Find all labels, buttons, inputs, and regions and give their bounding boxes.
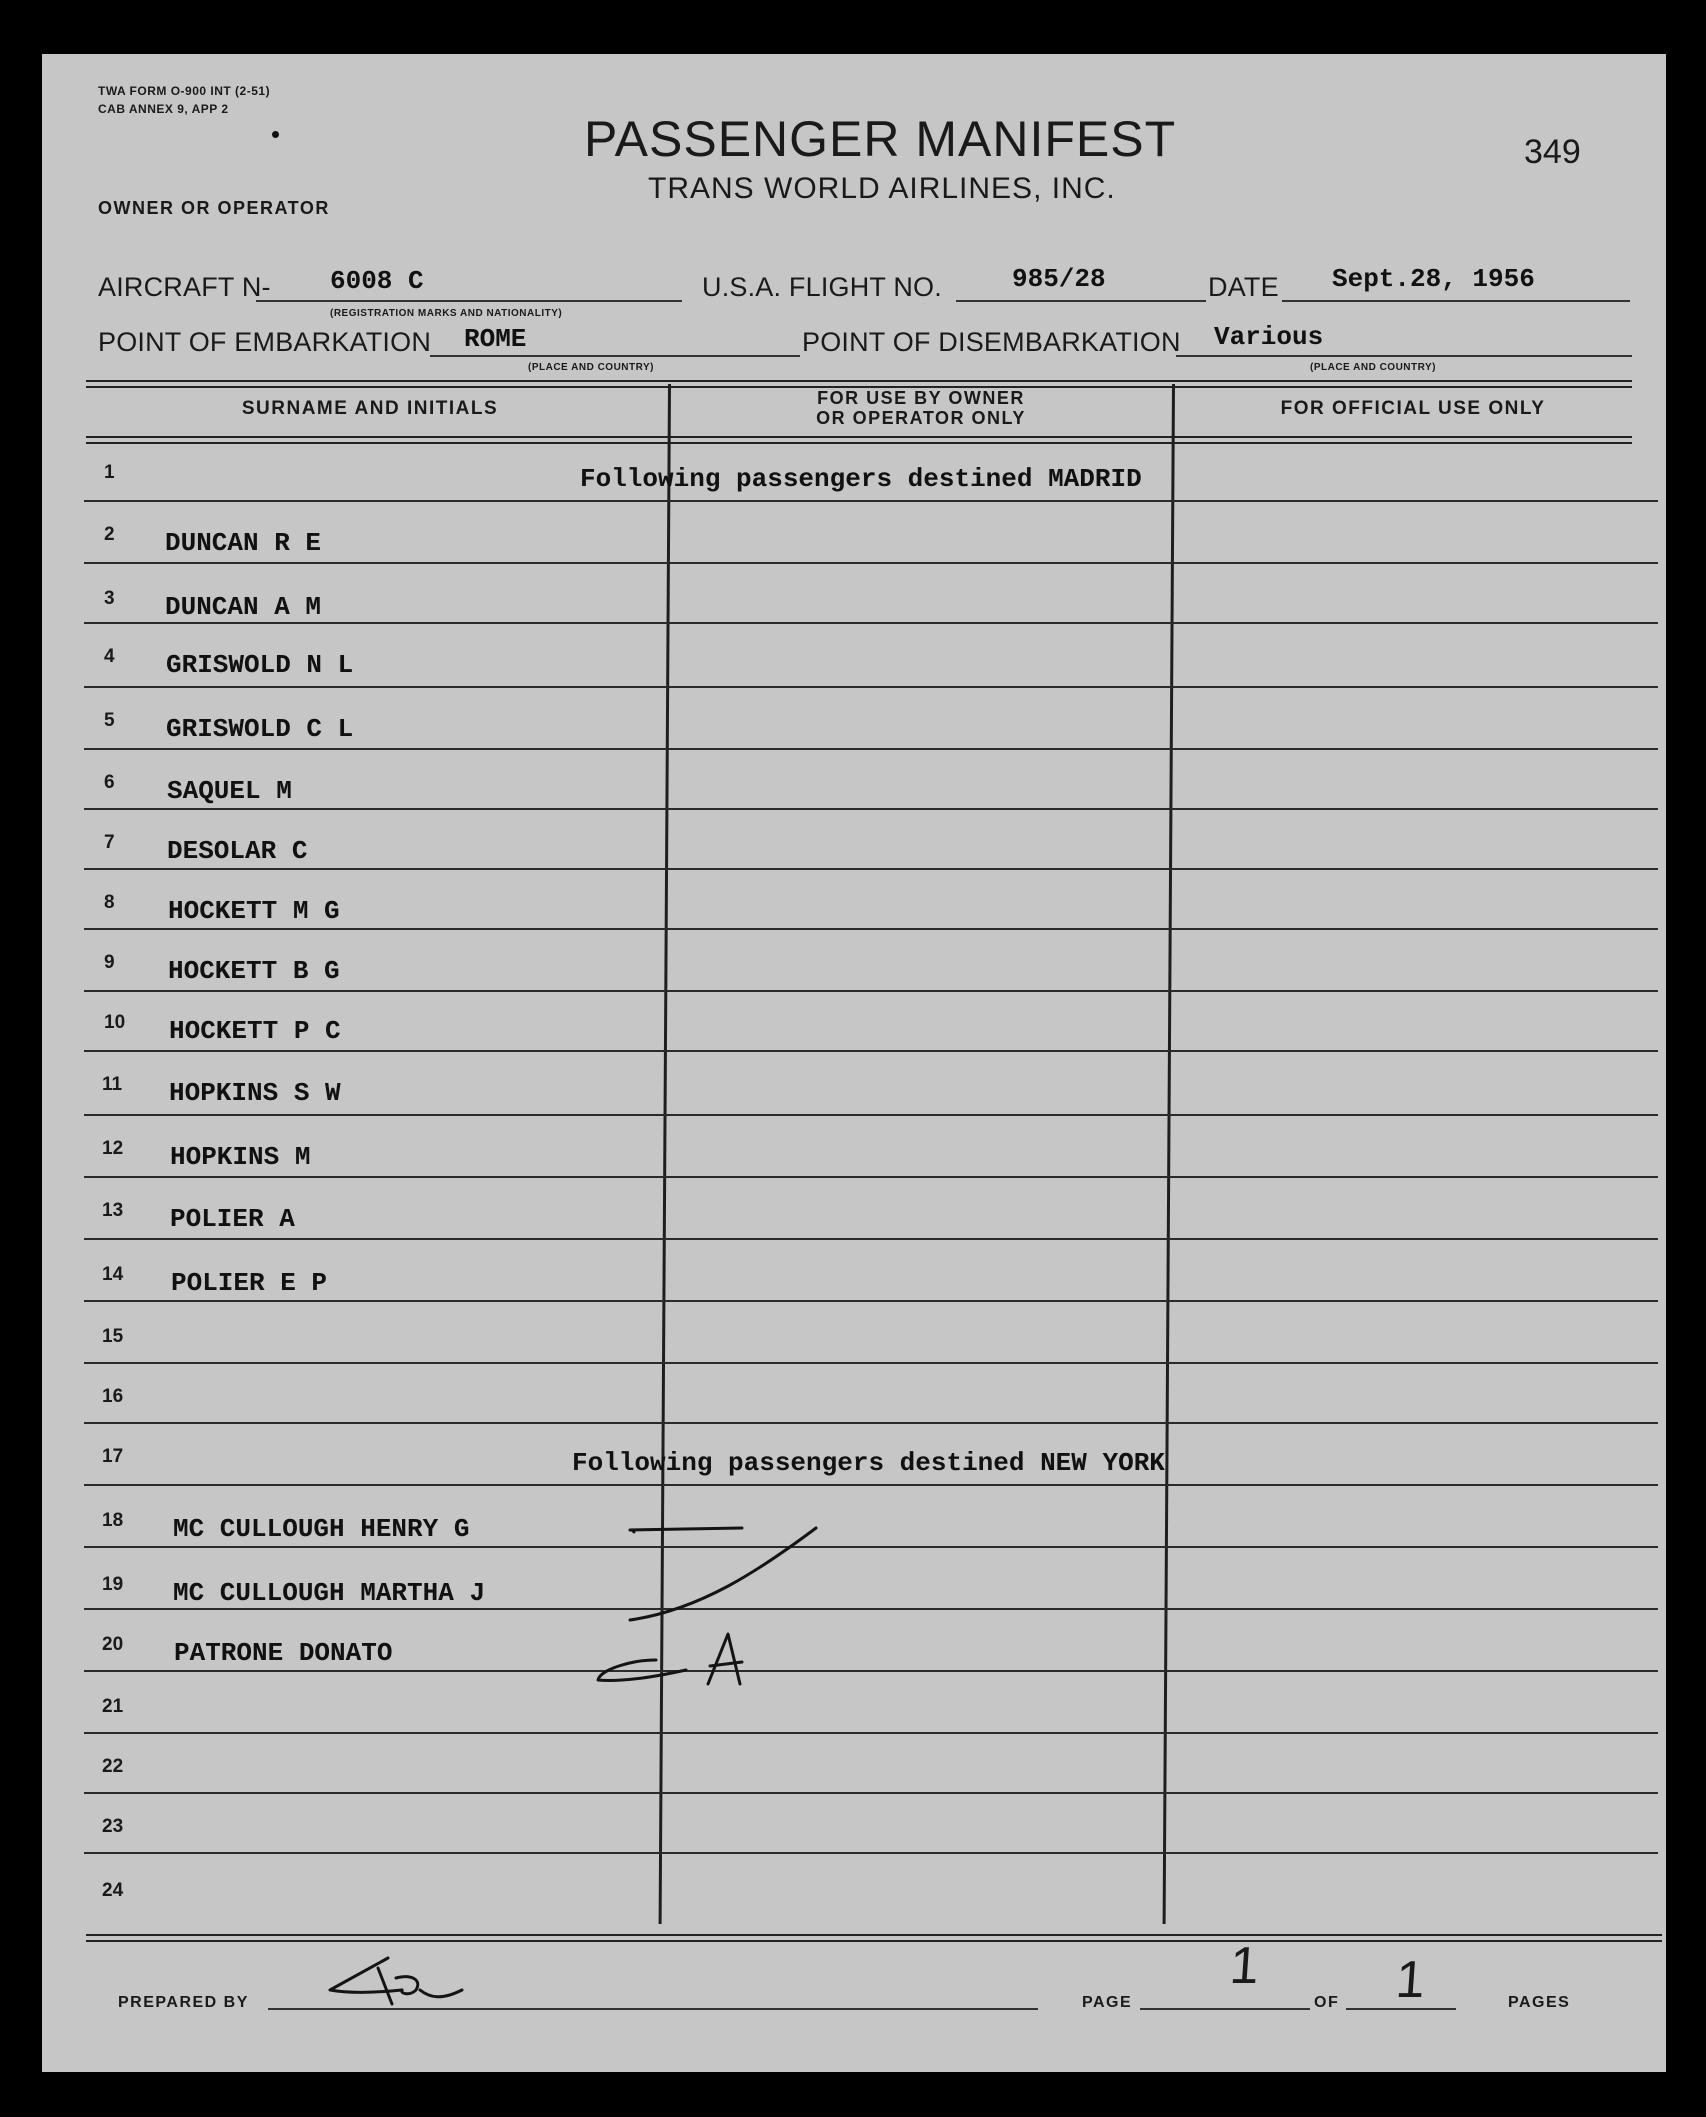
row-rule xyxy=(84,1792,1658,1794)
passenger-name: HOCKETT B G xyxy=(168,956,340,986)
table-bottom-rule-2 xyxy=(86,1940,1662,1942)
column-header-official: FOR OFFICIAL USE ONLY xyxy=(1280,398,1546,419)
row-number: 12 xyxy=(102,1138,124,1159)
column-header-owner-line1: FOR USE BY OWNER xyxy=(817,388,1025,408)
passenger-name: POLIER A xyxy=(170,1204,295,1234)
flight-fill-line xyxy=(956,300,1206,302)
row-rule xyxy=(84,1732,1658,1734)
prepared-by-line xyxy=(268,2008,1038,2010)
page-label: PAGE xyxy=(1082,1994,1133,2011)
row-number: 13 xyxy=(102,1200,124,1221)
prepared-by-label: PREPARED BY xyxy=(118,1994,249,2011)
row-number: 14 xyxy=(102,1264,124,1285)
row-rule xyxy=(84,1484,1658,1486)
header-bottom-rule-2 xyxy=(86,442,1632,444)
row-rule xyxy=(84,1852,1658,1854)
aircraft-caption: (REGISTRATION MARKS AND NATIONALITY) xyxy=(330,308,563,319)
row-rule xyxy=(84,1176,1658,1178)
date-fill-line xyxy=(1282,300,1630,302)
aircraft-fill-line xyxy=(256,300,682,302)
column-header-owner-line2: OR OPERATOR ONLY xyxy=(816,408,1026,428)
table-bottom-rule xyxy=(86,1934,1662,1936)
embark-caption: (PLACE AND COUNTRY) xyxy=(528,362,654,373)
row-rule xyxy=(84,990,1658,992)
destination-note: Following passengers destined NEW YORK xyxy=(572,1448,1165,1478)
row-rule xyxy=(84,1238,1658,1240)
row-number: 2 xyxy=(104,524,115,545)
row-number: 19 xyxy=(102,1574,124,1595)
passenger-name: GRISWOLD C L xyxy=(166,714,354,744)
airline-name: TRANS WORLD AIRLINES, INC. xyxy=(648,172,1116,205)
row-number: 20 xyxy=(102,1634,124,1655)
passenger-name: HOCKETT P C xyxy=(169,1016,341,1046)
page-value: 1 xyxy=(1227,1937,1261,1995)
passenger-name: MC CULLOUGH HENRY G xyxy=(173,1514,470,1544)
destination-note: Following passengers destined MADRID xyxy=(580,464,1142,494)
row-rule xyxy=(84,1362,1658,1364)
disembarkation-value: Various xyxy=(1214,322,1324,352)
row-number: 24 xyxy=(102,1880,124,1901)
embarkation-value: ROME xyxy=(464,324,527,354)
column-header-surname: SURNAME AND INITIALS xyxy=(241,398,499,419)
row-rule xyxy=(84,1422,1658,1424)
row-number: 8 xyxy=(104,892,115,913)
aircraft-label: AIRCRAFT N- xyxy=(98,272,271,302)
row-number: 11 xyxy=(102,1074,123,1095)
row-number: 6 xyxy=(104,772,115,793)
date-value: Sept.28, 1956 xyxy=(1332,264,1535,294)
page-fill-line xyxy=(1140,2008,1310,2010)
row-rule xyxy=(84,1114,1658,1116)
disembark-fill-line xyxy=(1176,355,1632,357)
row-rule xyxy=(84,1608,1658,1610)
header-bottom-rule xyxy=(86,436,1632,438)
disembark-caption: (PLACE AND COUNTRY) xyxy=(1310,362,1436,373)
row-rule xyxy=(84,868,1658,870)
row-rule xyxy=(84,1546,1658,1548)
passenger-name: HOPKINS M xyxy=(170,1142,311,1172)
of-label: OF xyxy=(1314,1994,1340,2011)
row-number: 4 xyxy=(104,646,115,667)
embarkation-label: POINT OF EMBARKATION xyxy=(98,327,432,357)
passenger-name: HOCKETT M G xyxy=(168,896,340,926)
row-number: 9 xyxy=(104,952,115,973)
row-number: 15 xyxy=(102,1326,124,1347)
row-rule xyxy=(84,562,1658,564)
row-rule xyxy=(84,622,1658,624)
row-number: 10 xyxy=(104,1012,126,1033)
row-rule xyxy=(84,808,1658,810)
pages-label: PAGES xyxy=(1508,1994,1571,2011)
row-number: 21 xyxy=(102,1696,124,1717)
form-id-line2: CAB ANNEX 9, APP 2 xyxy=(98,102,229,116)
passenger-name: DESOLAR C xyxy=(167,836,308,866)
passenger-name: PATRONE DONATO xyxy=(174,1638,393,1668)
passenger-name: DUNCAN A M xyxy=(165,592,322,622)
disembarkation-label: POINT OF DISEMBARKATION xyxy=(802,327,1181,357)
row-number: 22 xyxy=(102,1756,124,1777)
row-rule xyxy=(84,748,1658,750)
owner-operator-label: OWNER OR OPERATOR xyxy=(98,198,330,218)
table-top-rule xyxy=(86,380,1632,382)
row-number: 16 xyxy=(102,1386,124,1407)
dot-mark xyxy=(272,131,279,138)
passenger-name: GRISWOLD N L xyxy=(166,650,354,680)
row-rule xyxy=(84,1300,1658,1302)
page-stamp-number: 349 xyxy=(1524,133,1581,171)
row-number: 7 xyxy=(104,832,115,853)
row-rule xyxy=(84,1670,1658,1672)
passenger-name: MC CULLOUGH MARTHA J xyxy=(173,1578,486,1608)
date-label: DATE xyxy=(1208,272,1279,302)
row-rule xyxy=(84,500,1658,502)
row-number: 23 xyxy=(102,1816,124,1837)
row-rule xyxy=(84,686,1658,688)
passenger-name: DUNCAN R E xyxy=(165,528,322,558)
embark-fill-line xyxy=(430,355,800,357)
row-number: 5 xyxy=(104,710,115,731)
flight-no-value: 985/28 xyxy=(1012,264,1106,294)
row-number: 1 xyxy=(104,462,115,483)
aircraft-value: 6008 C xyxy=(330,266,424,296)
flight-no-label: U.S.A. FLIGHT NO. xyxy=(702,272,942,302)
row-number: 18 xyxy=(102,1510,124,1531)
row-rule xyxy=(84,1050,1658,1052)
manifest-title: PASSENGER MANIFEST xyxy=(584,111,1177,167)
row-number: 3 xyxy=(104,588,115,609)
row-rule xyxy=(84,928,1658,930)
row-number: 17 xyxy=(102,1446,124,1467)
passenger-name: HOPKINS S W xyxy=(169,1078,341,1108)
of-value: 1 xyxy=(1393,1951,1427,2009)
passenger-name: SAQUEL M xyxy=(167,776,292,806)
form-id-line1: TWA FORM O-900 INT (2-51) xyxy=(98,84,271,98)
handwritten-marks xyxy=(590,1520,830,1690)
passenger-name: POLIER E P xyxy=(171,1268,328,1298)
